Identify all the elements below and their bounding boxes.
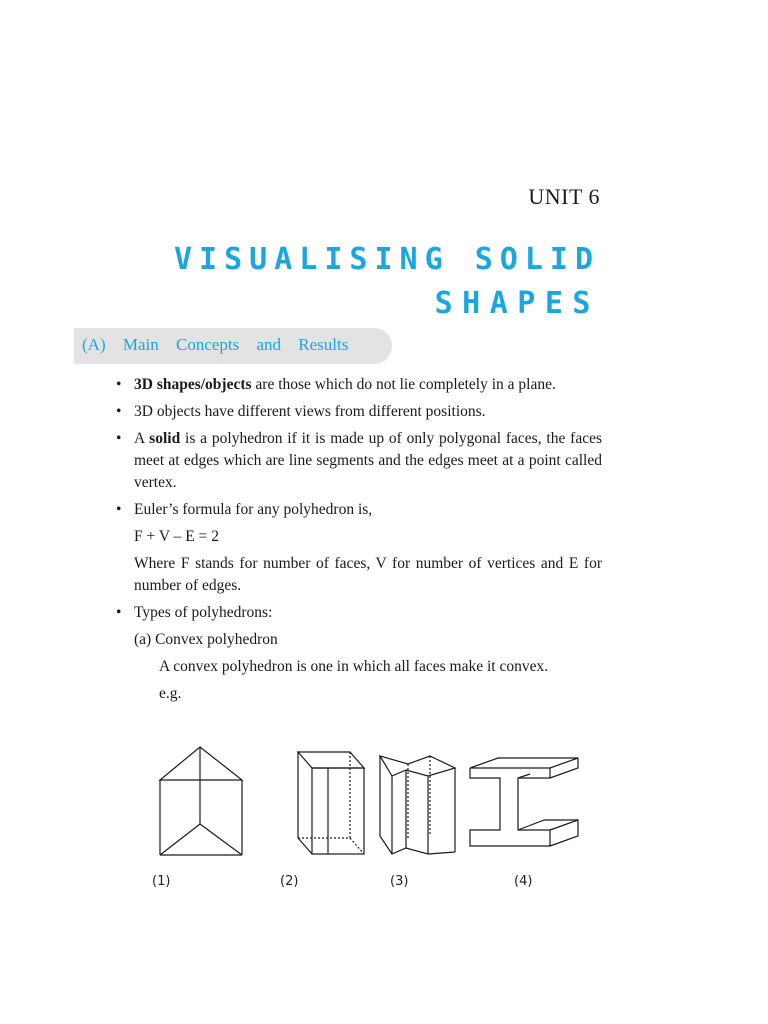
sub-item-convex: (a) Convex polyhedron [134, 631, 278, 648]
section-heading: (A) Main Concepts and Results [82, 335, 349, 354]
figure-label-3: (3) [390, 874, 409, 889]
bullet-text: Euler’s formula for any polyhedron is, [134, 501, 373, 518]
polyhedron-figures [150, 742, 590, 862]
figure-label-1: (1) [152, 874, 171, 889]
euler-formula: F + V – E = 2 [134, 528, 219, 545]
bullet-dot: • [116, 430, 122, 447]
i-beam-figure [470, 758, 578, 846]
bullet-solid [112, 428, 602, 494]
bullet-text: are those which do not lie completely in a plane. [251, 376, 556, 393]
triangular-prism-figure [160, 747, 242, 855]
bullet-dot: • [116, 403, 122, 420]
bullet-dot: • [116, 604, 122, 621]
unit-label: UNIT 6 [528, 184, 600, 209]
figure-label-4: (4) [514, 874, 533, 889]
convex-description: A convex polyhedron is one in which all faces make it convex. [159, 658, 549, 675]
bullet-3d-shapes [112, 374, 602, 396]
bullet-text: is a polyhedron if it is made up of only polygonal faces, the faces meet at edges which are line segments and the edges meet at a point called vertex. [134, 430, 602, 491]
notched-prism-figure [380, 756, 455, 854]
bullet-text-pre: A [134, 430, 150, 447]
figure-label-2: (2) [280, 874, 299, 889]
bullet-3d-views [112, 401, 602, 423]
bullet-euler [112, 499, 602, 521]
section-heading-band [74, 328, 392, 364]
bullet-dot: • [116, 501, 122, 518]
term-3d-shapes: 3D shapes/objects [134, 376, 252, 393]
bullet-text: Types of polyhedrons: [134, 604, 273, 621]
bullet-types [112, 602, 602, 624]
main-content [112, 374, 602, 710]
bullet-dot: • [116, 376, 122, 393]
chapter-title-line-1: VISUALISING SOLID [173, 242, 600, 277]
bullet-text: 3D objects have different views from different positions. [134, 403, 486, 420]
euler-formula-note: Where F stands for number of faces, V for number of vertices and E for number of edges. [134, 555, 602, 594]
cuboid-figure [298, 752, 364, 854]
chapter-title-line-2: SHAPES [434, 286, 600, 321]
example-label: e.g. [159, 685, 182, 702]
term-solid: solid [149, 430, 181, 447]
